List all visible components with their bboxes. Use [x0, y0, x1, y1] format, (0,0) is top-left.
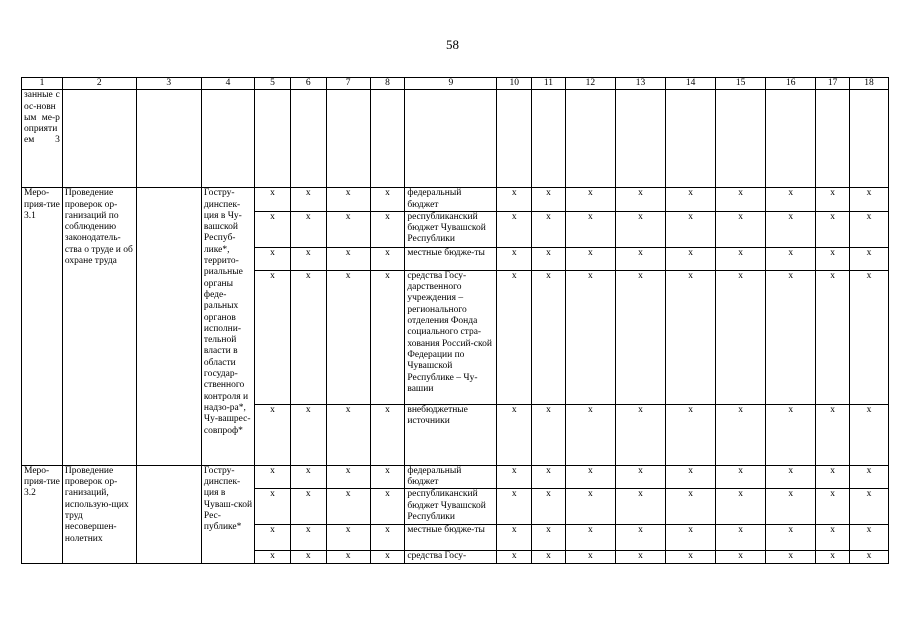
x-mark: х [255, 489, 291, 525]
x-mark: х [666, 247, 716, 270]
funding-source: средства Госу-дарственного учреждения – регионального отделения Фонда социального стра-хования Россий-ской Федерации по Чувашской Республике – Чу-вашии [405, 270, 497, 404]
x-mark: х [565, 188, 615, 212]
x-mark: х [370, 247, 405, 270]
funding-source: внебюджетные источники [405, 404, 497, 465]
carry-over-row [22, 90, 889, 188]
funding-source: местные бюдже-ты [405, 247, 497, 270]
x-mark: х [565, 551, 615, 563]
x-mark: х [850, 551, 889, 563]
x-mark: х [326, 489, 370, 525]
column-number: 4 [201, 78, 254, 90]
x-mark: х [497, 525, 532, 551]
column-number: 7 [326, 78, 370, 90]
x-mark: х [326, 211, 370, 247]
event-id: Меро-прия-тие 3.2 [22, 465, 63, 563]
x-mark: х [850, 489, 889, 525]
x-mark: х [716, 270, 766, 404]
x-mark: х [850, 188, 889, 212]
x-mark: х [850, 270, 889, 404]
x-mark: х [290, 188, 326, 212]
x-mark: х [290, 247, 326, 270]
x-mark: х [255, 270, 291, 404]
x-mark: х [716, 247, 766, 270]
x-mark: х [255, 465, 291, 489]
x-mark: х [326, 525, 370, 551]
x-mark: х [497, 270, 532, 404]
event-executors: Гостру-динспек-ция в Чуваш-ской Рес-публике* [201, 465, 254, 563]
column-number: 15 [716, 78, 766, 90]
x-mark: х [666, 551, 716, 563]
x-mark: х [326, 465, 370, 489]
column-number: 6 [290, 78, 326, 90]
x-mark: х [615, 247, 665, 270]
x-mark: х [290, 489, 326, 525]
event-name: Проведение проверок ор-ганизаций, использую-щих труд несовершен-нолетних [62, 465, 136, 563]
x-mark: х [816, 489, 850, 525]
x-mark: х [532, 551, 566, 563]
column-number: 8 [370, 78, 405, 90]
x-mark: х [326, 188, 370, 212]
x-mark: х [816, 465, 850, 489]
x-mark: х [565, 247, 615, 270]
x-mark: х [497, 247, 532, 270]
x-mark: х [255, 551, 291, 563]
x-mark: х [716, 404, 766, 465]
column-number: 9 [405, 78, 497, 90]
event-3-2-row-federal [22, 465, 889, 489]
column-number: 11 [532, 78, 566, 90]
x-mark: х [290, 404, 326, 465]
x-mark: х [766, 247, 816, 270]
funding-source: республиканский бюджет Чувашской Республики [405, 211, 497, 247]
event-col3 [136, 465, 201, 563]
column-number: 5 [255, 78, 291, 90]
x-mark: х [497, 211, 532, 247]
x-mark: х [565, 525, 615, 551]
x-mark: х [290, 270, 326, 404]
column-number: 17 [816, 78, 850, 90]
x-mark: х [615, 270, 665, 404]
x-mark: х [716, 211, 766, 247]
x-mark: х [816, 270, 850, 404]
x-mark: х [255, 247, 291, 270]
x-mark: х [716, 465, 766, 489]
x-mark: х [850, 247, 889, 270]
x-mark: х [370, 188, 405, 212]
x-mark: х [290, 551, 326, 563]
x-mark: х [615, 188, 665, 212]
x-mark: х [497, 188, 532, 212]
x-mark: х [370, 211, 405, 247]
x-mark: х [370, 525, 405, 551]
x-mark: х [666, 270, 716, 404]
x-mark: х [497, 465, 532, 489]
x-mark: х [666, 525, 716, 551]
x-mark: х [816, 211, 850, 247]
column-number-row [22, 78, 889, 90]
x-mark: х [255, 404, 291, 465]
x-mark: х [532, 489, 566, 525]
x-mark: х [766, 465, 816, 489]
column-number: 1 [22, 78, 63, 90]
x-mark: х [565, 489, 615, 525]
x-mark: х [532, 525, 566, 551]
x-mark: х [565, 404, 615, 465]
event-id: Меро-прия-тие 3.1 [22, 188, 63, 466]
x-mark: х [326, 551, 370, 563]
x-mark: х [326, 270, 370, 404]
x-mark: х [615, 551, 665, 563]
x-mark: х [766, 188, 816, 212]
x-mark: х [850, 465, 889, 489]
x-mark: х [850, 211, 889, 247]
funding-source: федеральный бюджет [405, 188, 497, 212]
column-number: 14 [666, 78, 716, 90]
x-mark: х [766, 211, 816, 247]
x-mark: х [255, 188, 291, 212]
x-mark: х [666, 188, 716, 212]
x-mark: х [766, 404, 816, 465]
x-mark: х [716, 525, 766, 551]
x-mark: х [615, 525, 665, 551]
x-mark: х [666, 465, 716, 489]
x-mark: х [615, 404, 665, 465]
event-executors: Гостру-динспек-ция в Чу-вашской Респуб-лике*, террито-риальные органы феде-ральных органов исполни-тельной власти в области государ-ственного контроля и надзо-ра*, Чу-вашрес-совпроф* [201, 188, 254, 466]
x-mark: х [766, 270, 816, 404]
x-mark: х [532, 247, 566, 270]
x-mark: х [497, 551, 532, 563]
x-mark: х [615, 489, 665, 525]
funding-source: федеральный бюджет [405, 465, 497, 489]
x-mark: х [716, 551, 766, 563]
column-number: 12 [565, 78, 615, 90]
funding-source: местные бюдже-ты [405, 525, 497, 551]
x-mark: х [816, 188, 850, 212]
x-mark: х [532, 404, 566, 465]
x-mark: х [532, 465, 566, 489]
column-number: 16 [766, 78, 816, 90]
x-mark: х [370, 489, 405, 525]
x-mark: х [370, 270, 405, 404]
x-mark: х [766, 489, 816, 525]
x-mark: х [565, 465, 615, 489]
x-mark: х [290, 211, 326, 247]
x-mark: х [716, 188, 766, 212]
funding-source: республиканский бюджет Чувашской Республики [405, 489, 497, 525]
x-mark: х [716, 489, 766, 525]
x-mark: х [255, 211, 291, 247]
carry-over-text: занные с ос-новным ме-роприятием 3 [22, 90, 63, 188]
column-number: 18 [850, 78, 889, 90]
x-mark: х [615, 211, 665, 247]
x-mark: х [816, 247, 850, 270]
funding-source: средства Госу- [405, 551, 497, 563]
x-mark: х [497, 404, 532, 465]
x-mark: х [290, 465, 326, 489]
x-mark: х [565, 211, 615, 247]
x-mark: х [666, 489, 716, 525]
event-3-1-row-federal [22, 188, 889, 212]
event-col3 [136, 188, 201, 466]
x-mark: х [532, 270, 566, 404]
column-number: 10 [497, 78, 532, 90]
x-mark: х [565, 270, 615, 404]
x-mark: х [370, 465, 405, 489]
x-mark: х [850, 525, 889, 551]
x-mark: х [326, 404, 370, 465]
x-mark: х [255, 525, 291, 551]
x-mark: х [532, 211, 566, 247]
event-name: Проведение проверок ор-ганизаций по соблюдению законодатель-ства о труде и об охране труда [62, 188, 136, 466]
x-mark: х [615, 465, 665, 489]
x-mark: х [666, 211, 716, 247]
column-number: 13 [615, 78, 665, 90]
column-number: 3 [136, 78, 201, 90]
column-number: 2 [62, 78, 136, 90]
program-table [21, 77, 889, 564]
page-number: 58 [446, 37, 459, 52]
x-mark: х [532, 188, 566, 212]
x-mark: х [766, 551, 816, 563]
x-mark: х [370, 404, 405, 465]
x-mark: х [290, 525, 326, 551]
x-mark: х [497, 489, 532, 525]
x-mark: х [816, 551, 850, 563]
x-mark: х [816, 404, 850, 465]
x-mark: х [850, 404, 889, 465]
x-mark: х [816, 525, 850, 551]
x-mark: х [326, 247, 370, 270]
x-mark: х [370, 551, 405, 563]
x-mark: х [766, 525, 816, 551]
x-mark: х [666, 404, 716, 465]
